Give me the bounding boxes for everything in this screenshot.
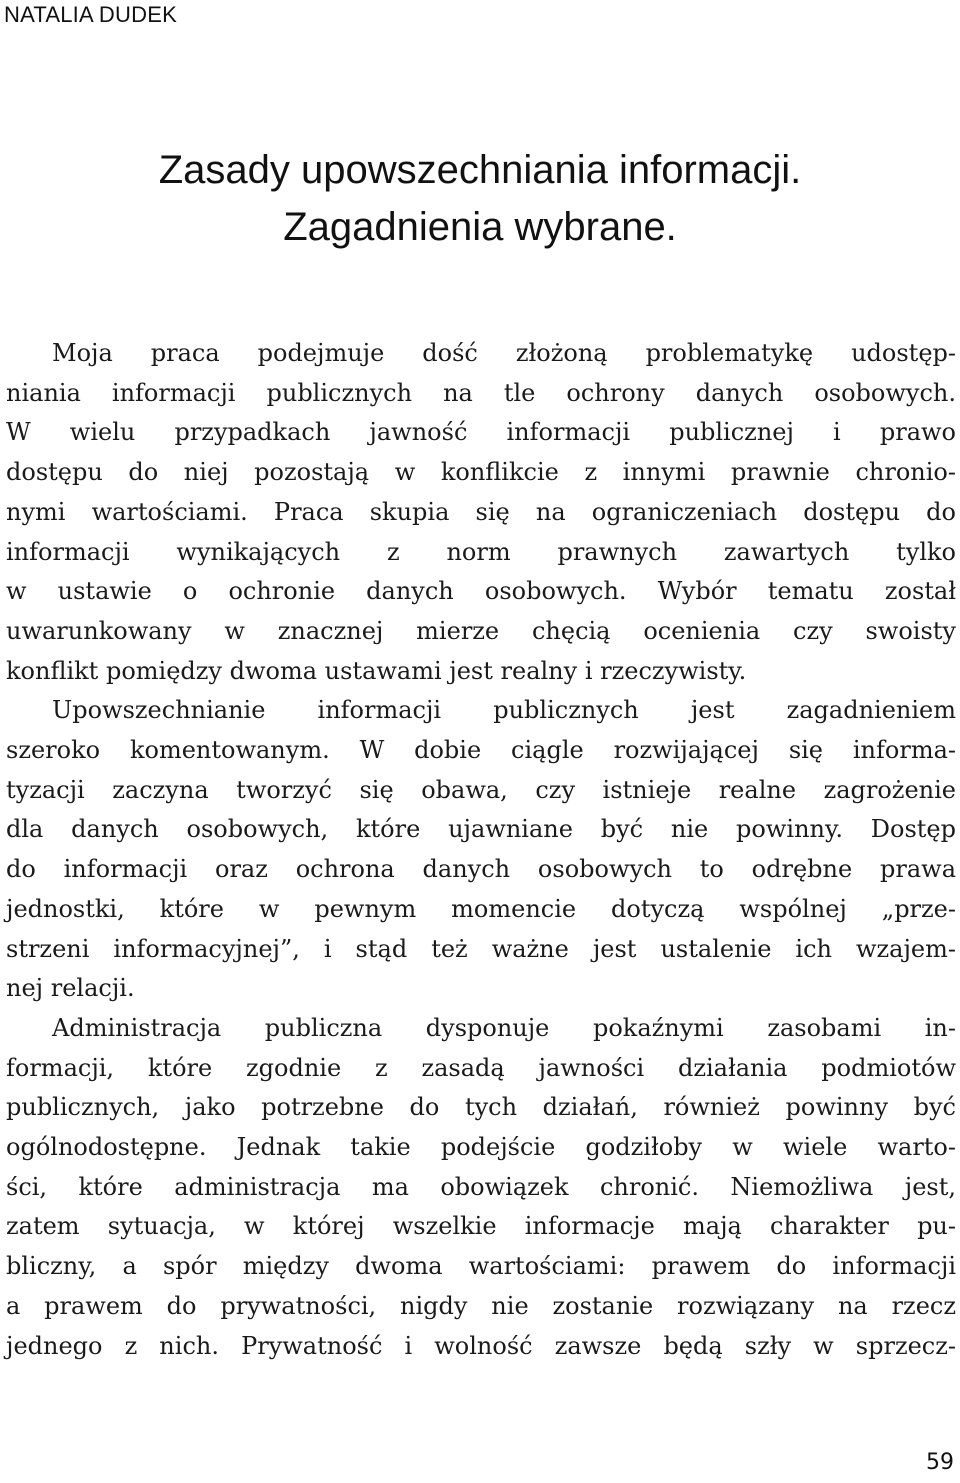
page-title <box>0 142 960 256</box>
body-line: ogólnodostępne. Jednak takie podejście godziłoby w wiele warto- <box>6 1133 956 1162</box>
page-title-line-2: Zagadnienia wybrane. <box>283 205 677 249</box>
body-line: niania informacji publicznych na tle ochrony danych osobowych. <box>6 378 956 407</box>
body-line: ści, które administracja ma obowiązek chronić. Niemożliwa jest, <box>6 1172 956 1201</box>
body-line: informacji wynikających z norm prawnych zawartych tylko <box>6 537 956 566</box>
body-line: tyzacji zaczyna tworzyć się obawa, czy istnieje realne zagrożenie <box>6 775 956 804</box>
body-line: jednego z nich. Prywatność i wolność zawsze będą szły w sprzecz- <box>6 1331 956 1360</box>
body-line: strzeni informacyjnej”, i stąd też ważne jest ustalenie ich wzajem- <box>6 934 956 963</box>
body-line: formacji, które zgodnie z zasadą jawności działania podmiotów <box>6 1053 956 1082</box>
body-line: do informacji oraz ochrona danych osobowych to odrębne prawa <box>6 855 956 884</box>
body-line: zatem sytuacja, w której wszelkie informacje mają charakter pu- <box>6 1212 956 1241</box>
body-line: dla danych osobowych, które ujawniane być nie powinny. Dostęp <box>6 815 956 844</box>
body-line: szeroko komentowanym. W dobie ciągle rozwijającej się informa- <box>6 736 956 765</box>
running-header-author: NATALIA DUDEK <box>4 2 177 27</box>
page-number: 59 <box>926 1450 954 1475</box>
body-text <box>6 334 956 1366</box>
body-line: publicznych, jako potrzebne do tych działań, również powinny być <box>6 1093 956 1122</box>
body-line: a prawem do prywatności, nigdy nie zostanie rozwiązany na rzecz <box>6 1291 956 1320</box>
body-line: uwarunkowany w znacznej mierze chęcią ocenienia czy swoisty <box>6 616 956 645</box>
body-line: Moja praca podejmuje dość złożoną problematykę udostęp- <box>52 339 956 367</box>
body-line: dostępu do niej pozostają w konflikcie z innymi prawnie chronio- <box>6 458 956 487</box>
body-line: bliczny, a spór między dwoma wartościami: prawem do informacji <box>6 1252 956 1281</box>
body-line: Upowszechnianie informacji publicznych jest zagadnieniem <box>52 696 956 725</box>
body-line: nej relacji. <box>6 974 135 1003</box>
page-title-line-1: Zasady upowszechniania informacji. <box>158 148 802 192</box>
body-line: jednostki, które w pewnym momencie dotyczą wspólnej „prze- <box>6 894 956 923</box>
body-line: Administracja publiczna dysponuje pokaźnymi zasobami in- <box>52 1013 956 1042</box>
body-line: w ustawie o ochronie danych osobowych. Wybór tematu został <box>6 577 956 606</box>
body-line: nymi wartościami. Praca skupia się na ograniczeniach dostępu do <box>6 497 956 526</box>
body-line: konflikt pomiędzy dwoma ustawami jest realny i rzeczywisty. <box>6 656 747 685</box>
body-line: W wielu przypadkach jawność informacji publicznej i prawo <box>6 418 956 447</box>
